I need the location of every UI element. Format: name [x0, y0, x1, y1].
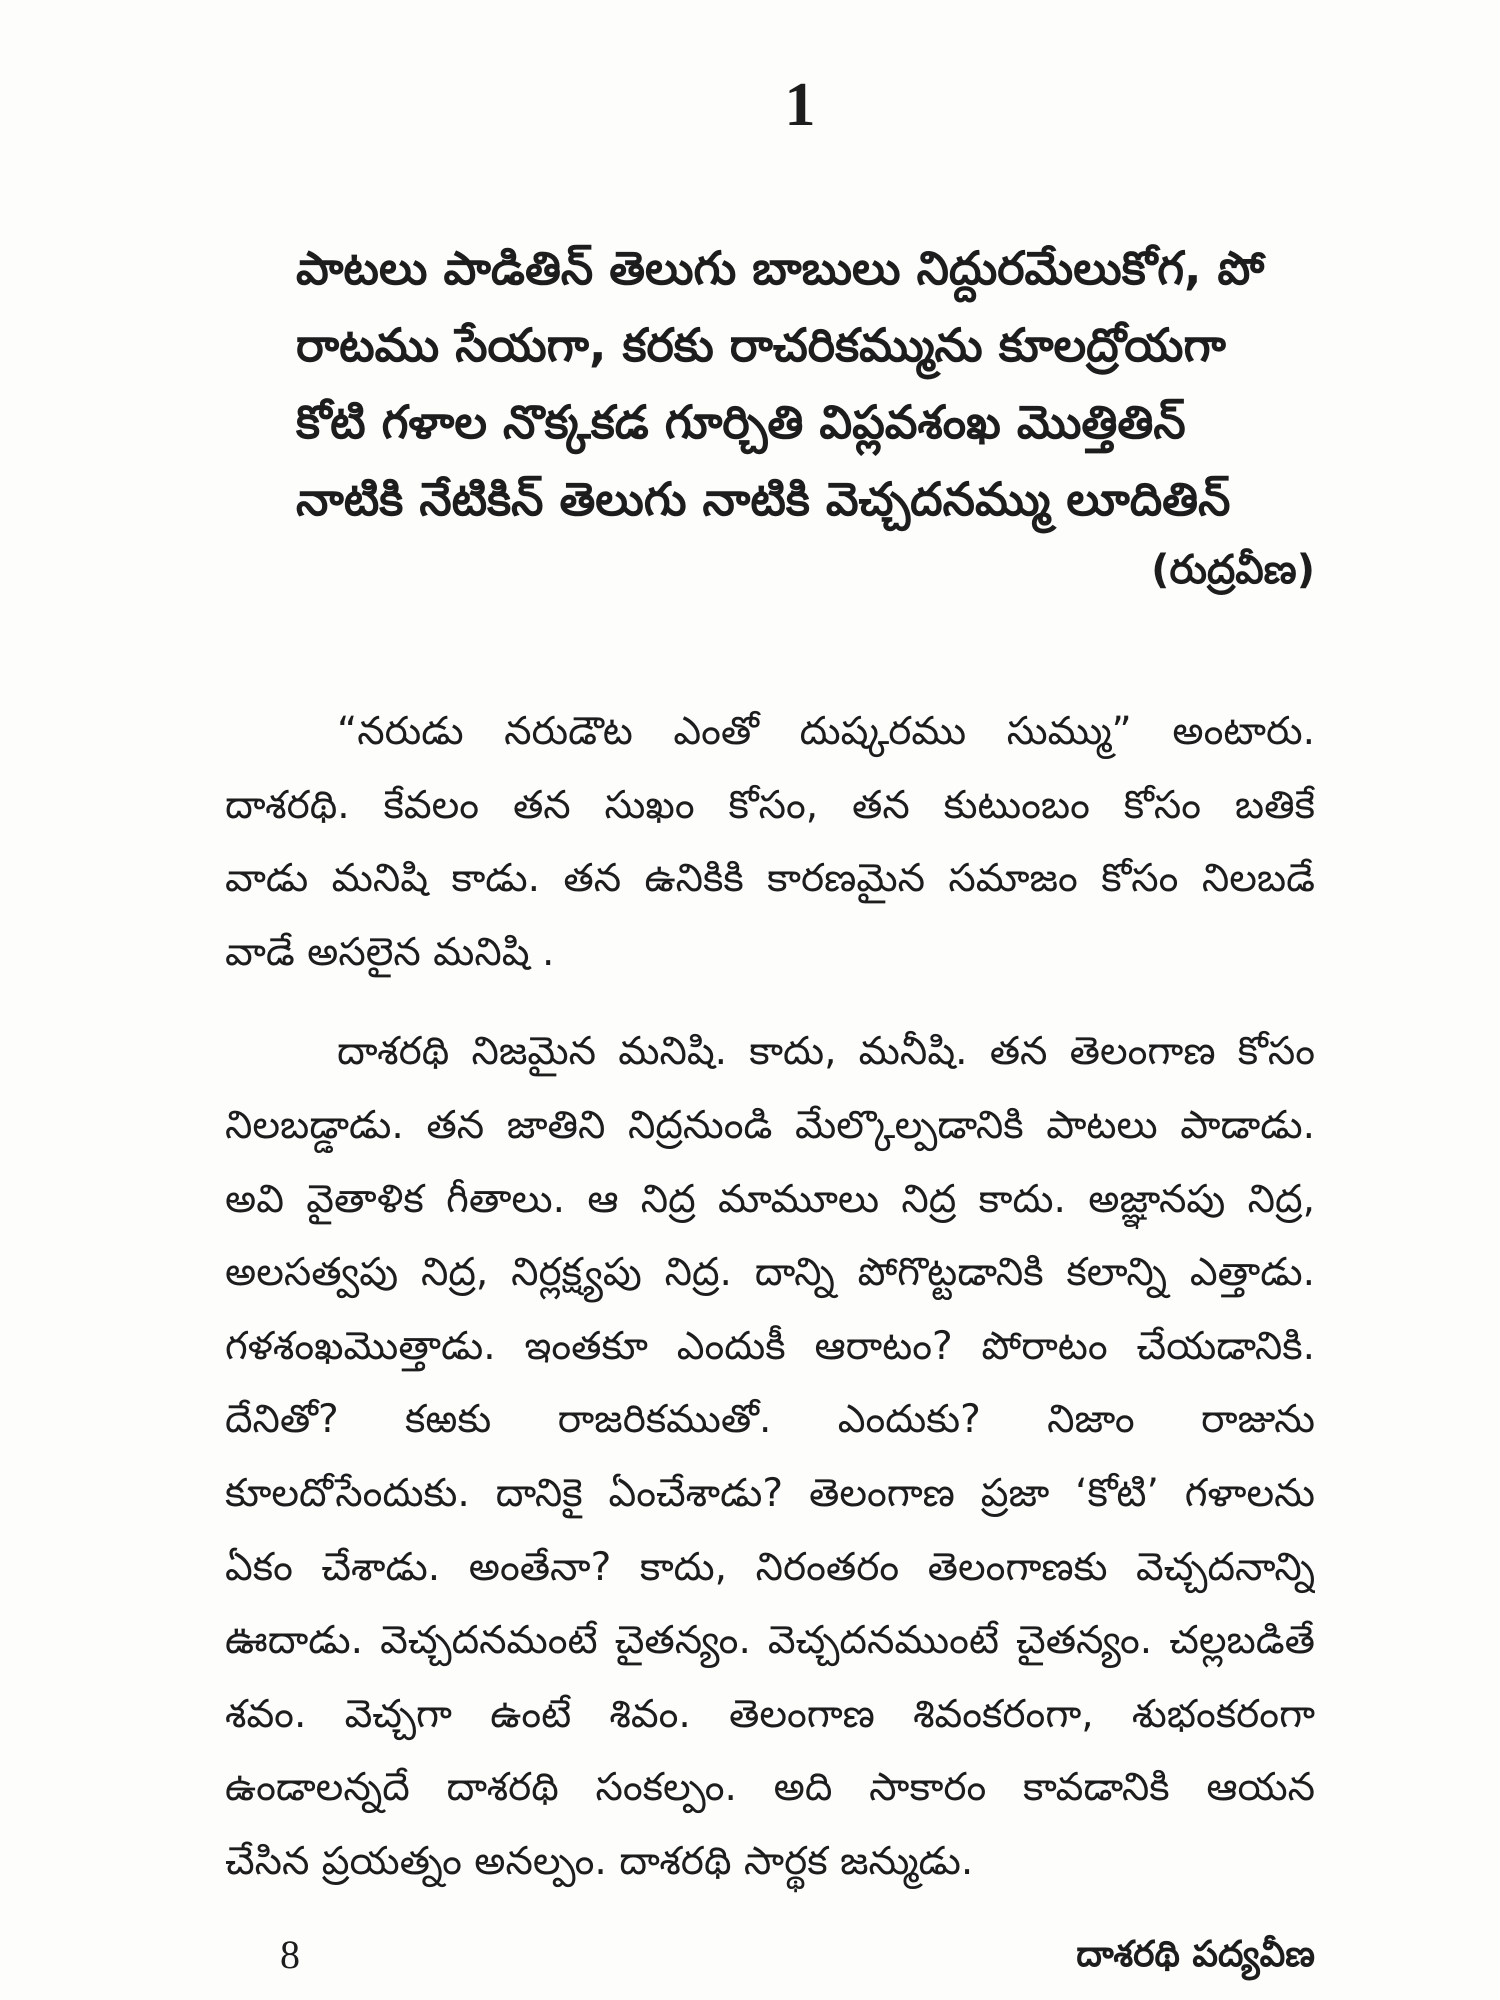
- paragraph-line: దాశరథి. కేవలం తన సుఖం కోసం, తన కుటుంబం కోసం బతికే: [225, 782, 1315, 828]
- paragraph-line: శవం. వెచ్చగా ఉంటే శివం. తెలంగాణ శివంకరంగా, శుభంకరంగా: [225, 1691, 1315, 1737]
- paragraph: [225, 695, 1315, 989]
- poem-block: [296, 230, 1315, 538]
- paragraph-line: వాడు మనిషి కాడు. తన ఉనికికి కారణమైన సమాజం కోసం నిలబడే: [225, 856, 1315, 902]
- paragraph-line: వాడే అసలైన మనిషి .: [225, 929, 555, 975]
- poem-source: (రుద్రవీణ): [1151, 547, 1315, 593]
- paragraph-line: ఊదాడు. వెచ్చదనమంటే చైతన్యం. వెచ్చదనముంటే చైతన్యం. చల్లబడితే: [225, 1618, 1315, 1664]
- paragraph-line: అలసత్వపు నిద్ర, నిర్లక్ష్యపు నిద్ర. దాన్ని పోగొట్టడానికి కలాన్ని ఎత్తాడు.: [225, 1250, 1315, 1296]
- prose-body: [225, 695, 1315, 1899]
- page-number: 8: [280, 1932, 300, 1977]
- paragraph-line: చేసిన ప్రయత్నం అనల్పం. దాశరథి సార్థక జన్ముడు.: [225, 1838, 974, 1884]
- paragraph-line: కూలదోసేందుకు. దానికై ఏంచేశాడు? తెలంగాణ ప్రజా ‘కోటి’ గళాలను: [225, 1470, 1315, 1516]
- paragraph-line: గళశంఖమొత్తాడు. ఇంతకూ ఎందుకీ ఆరాటం? పోరాటం చేయడానికి.: [225, 1323, 1315, 1369]
- paragraph-line: ఉండాలన్నదే దాశరథి సంకల్పం. అది సాకారం కావడానికి ఆయన: [225, 1765, 1315, 1811]
- poem-line: రాటము సేయగా, కరకు రాచరికమ్మును కూలద్రోయగా: [296, 318, 1226, 372]
- chapter-number: 1: [784, 71, 816, 139]
- paragraph-line: అవి వైతాళిక గీతాలు. ఆ నిద్ర మామూలు నిద్ర కాదు. అజ్ఞానపు నిద్ర,: [225, 1176, 1315, 1222]
- poem-line: పాటలు పాడితిన్ తెలుగు బాబులు నిద్దురమేలుకోగ, పో: [296, 241, 1265, 295]
- paragraph-line: నిలబడ్డాడు. తన జాతిని నిద్రనుండి మేల్కొల్పడానికి పాటలు పాడాడు.: [225, 1102, 1315, 1148]
- poem-line: నాటికి నేటికిన్ తెలుగు నాటికి వెచ్చదనమ్ము లూదితిన్: [296, 472, 1231, 526]
- paragraph-line: ఏకం చేశాడు. అంతేనా? కాదు, నిరంతరం తెలంగాణకు వెచ్చదనాన్ని: [225, 1544, 1315, 1590]
- paragraph: [225, 1015, 1315, 1898]
- poem-line: కోటి గళాల నొక్కకడ గూర్చితి విప్లవశంఖ మొత్తితిన్: [296, 395, 1186, 449]
- running-title: దాశరథి పద్యవీణ: [1076, 1934, 1315, 1975]
- paragraph-line: “నరుడు నరుడౌట ఎంతో దుష్కరము సుమ్ము” అంటారు.: [337, 709, 1315, 754]
- paragraph-line: దాశరథి నిజమైన మనిషి. కాదు, మనీషి. తన తెలంగాణ కోసం: [337, 1029, 1315, 1075]
- paragraph-line: దేనితో? కఱకు రాజరికముతో. ఎందుకు? నిజాం రాజును: [225, 1397, 1315, 1443]
